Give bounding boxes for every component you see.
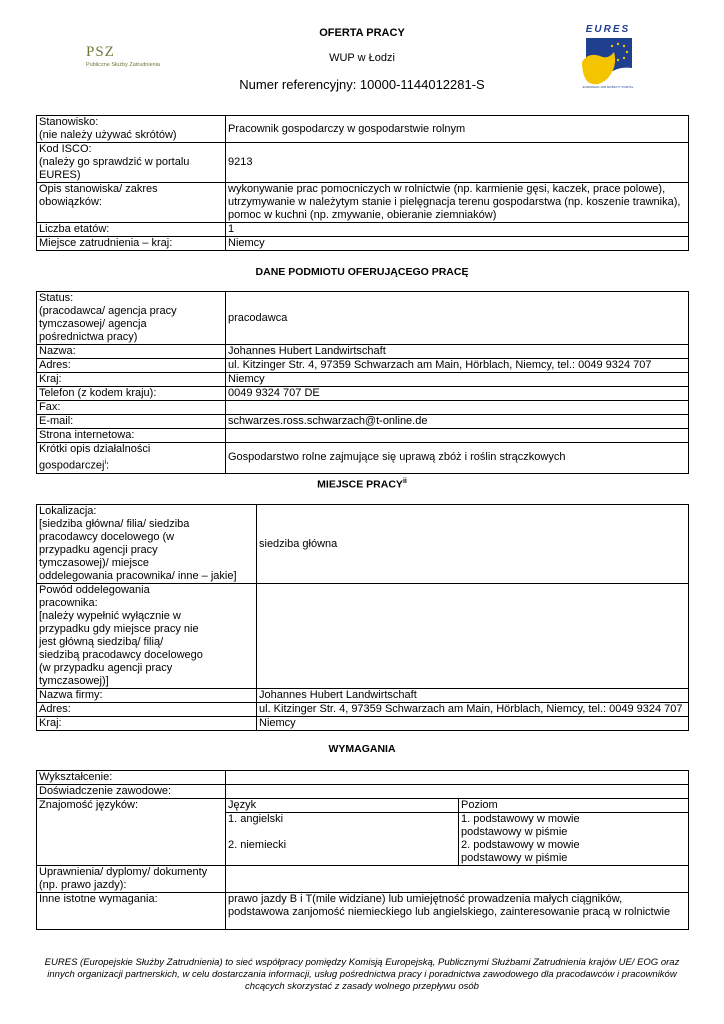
education-value [226, 771, 689, 785]
work-country-value: Niemcy [226, 237, 689, 251]
languages-header-language: Język [226, 799, 459, 813]
language-levels [459, 813, 689, 866]
delegation-reason-label: Powód oddelegowania pracownika: [należy wypełnić wyłącznie w przypadku gdy miejsce pracy nie jest główną siedzibą/ filią/ siedzibą pracodawcy docelowego (w przypadku agencji pracy tymczasowej)] [37, 584, 257, 689]
company-name-label: Nazwa firmy: [37, 689, 257, 703]
table-row [37, 401, 689, 415]
language-level-item: 1. podstawowy w mowie podstawowy w piśmie [461, 813, 580, 838]
office-name: WUP w Łodzi [329, 52, 395, 64]
psz-logo-text: PSZ [86, 44, 115, 60]
language-item: 2. niemiecki [228, 839, 287, 851]
job-title-value: Pracownik gospodarczy w gospodarstwie rolnym [226, 116, 689, 143]
isco-code-value: 9213 [226, 143, 689, 183]
job-title-label: Stanowisko: (nie należy używać skrótów) [37, 116, 226, 143]
job-description-label: Opis stanowiska/ zakres obowiązków: [37, 183, 226, 223]
workplace-address-value: ul. Kitzinger Str. 4, 97359 Schwarzach am Main, Hörblach, Niemcy, tel.: 0049 9324 707 [257, 703, 689, 717]
employer-activity-value: Gospodarstwo rolne zajmujące się uprawą zbóż i roślin strączkowych [226, 443, 689, 474]
employer-phone-label: Telefon (z kodem kraju): [37, 387, 226, 401]
positions-count-label: Liczba etatów: [37, 223, 226, 237]
licenses-value [226, 866, 689, 893]
language-level-item: 2. podstawowy w mowie podstawowy w piśmie [461, 839, 580, 864]
job-table [36, 115, 689, 251]
table-row [37, 443, 689, 474]
reference-number: Numer referencyjny: 10000-1144012281-S [239, 77, 485, 92]
table-row [37, 223, 689, 237]
table-row [37, 292, 689, 345]
education-label: Wykształcenie: [37, 771, 226, 785]
workplace-address-label: Adres: [37, 703, 257, 717]
employer-address-label: Adres: [37, 359, 226, 373]
table-row [37, 717, 689, 731]
employer-name-value: Johannes Hubert Landwirtschaft [226, 345, 689, 359]
positions-count-value: 1 [226, 223, 689, 237]
table-row [37, 237, 689, 251]
isco-code-label: Kod ISCO: (należy go sprawdzić w portalu EURES) [37, 143, 226, 183]
psz-logo-subtitle: Publiczne Służby Zatrudnienia [86, 62, 160, 68]
employer-email-value: schwarzes.ross.schwarzach@t-online.de [226, 415, 689, 429]
languages-header-level: Poziom [459, 799, 689, 813]
employer-phone-value: 0049 9324 707 DE [226, 387, 689, 401]
requirements-table [36, 770, 689, 930]
employer-fax-label: Fax: [37, 401, 226, 415]
table-row [37, 505, 689, 584]
table-row [37, 429, 689, 443]
employer-status-label: Status: (pracodawca/ agencja pracy tymczasowej/ agencja pośrednictwa pracy) [37, 292, 226, 345]
table-row [37, 183, 689, 223]
experience-label: Doświadczenie zawodowe: [37, 785, 226, 799]
table-row [37, 359, 689, 373]
employer-fax-value [226, 401, 689, 415]
table-row [37, 373, 689, 387]
languages-label: Znajomość języków: [37, 799, 226, 866]
page-title: OFERTA PRACY [319, 27, 405, 39]
table-row [37, 703, 689, 717]
experience-value [226, 785, 689, 799]
workplace-country-value: Niemcy [257, 717, 689, 731]
licenses-label: Uprawnienia/ dyplomy/ dokumenty (np. prawo jazdy): [37, 866, 226, 893]
eures-logo-text: EURES [585, 24, 631, 35]
employer-address-value: ul. Kitzinger Str. 4, 97359 Schwarzach am Main, Hörblach, Niemcy, tel.: 0049 9324 707 [226, 359, 689, 373]
table-row [37, 771, 689, 785]
languages-list [226, 813, 459, 866]
table-row [37, 866, 689, 893]
table-row [37, 387, 689, 401]
employer-country-label: Kraj: [37, 373, 226, 387]
work-country-label: Miejsce zatrudnienia – kraj: [37, 237, 226, 251]
language-item: 1. angielski [228, 813, 284, 825]
footer-note: EURES (Europejskie Służby Zatrudnienia) to sieć współpracy pomiędzy Komisją Europejską, Publicznymi Służbami Zatrudnienia krajów UE/ EOG oraz innych organizacji partnerskich, w celu dostarczania informacji, usług pośrednictwa pracy i poradnictwa zawodowego dla pracodawców i pracowników chcących skorzystać z zasady wolnego przepływu osób [44, 957, 680, 992]
table-row [37, 893, 689, 930]
delegation-reason-value [257, 584, 689, 689]
company-name-value: Johannes Hubert Landwirtschaft [257, 689, 689, 703]
employer-website-value [226, 429, 689, 443]
table-row [37, 345, 689, 359]
psz-logo [86, 44, 186, 68]
table-row [37, 116, 689, 143]
other-requirements-label: Inne istotne wymagania: [37, 893, 226, 930]
employer-website-label: Strona internetowa: [37, 429, 226, 443]
workplace-location-label: Lokalizacja: [siedziba główna/ filia/ siedziba pracodawcy docelowego (w przypadku agencji pracy tymczasowej)/ miejsce oddelegowania pracownika/ inne – jakie] [37, 505, 257, 584]
employer-status-value: pracodawca [226, 292, 689, 345]
workplace-table [36, 504, 689, 731]
other-requirements-value: prawo jazdy B i T(mile widziane) lub umiejętność prowadzenia małych ciągników, podstawowa zanjomość niemieckiego lub angielskiego, zainteresowanie pracą w rolnictwie [226, 893, 689, 930]
eures-tagline: EUROPEAN JOB MOBILITY PORTAL [582, 85, 634, 89]
table-row [37, 584, 689, 689]
table-row [37, 689, 689, 703]
employer-section-title: DANE PODMIOTU OFERUJĄCEGO PRACĘ [255, 266, 469, 278]
eures-logo [578, 22, 638, 94]
employer-table [36, 291, 689, 474]
table-row [37, 785, 689, 799]
job-description-value: wykonywanie prac pomocniczych w rolnictwie (np. karmienie gęsi, kaczek, prace polowe), utrzymywanie w należytym stanie i pielęgnacja terenu gospodarstwa (np. koszenie trawnika), pomoc w kuchni (np. zmywanie, obieranie ziemniaków) [226, 183, 689, 223]
table-row [37, 799, 689, 813]
workplace-location-value: siedziba główna [257, 505, 689, 584]
employer-name-label: Nazwa: [37, 345, 226, 359]
workplace-section-title: MIEJSCE PRACY$^{ii}$ [317, 478, 407, 491]
table-row [37, 143, 689, 183]
workplace-country-label: Kraj: [37, 717, 257, 731]
requirements-section-title: WYMAGANIA [328, 743, 396, 755]
employer-activity-label: Krótki opis działalności gospodarczej$^i$: [37, 443, 226, 474]
employer-country-value: Niemcy [226, 373, 689, 387]
table-row [37, 415, 689, 429]
employer-email-label: E-mail: [37, 415, 226, 429]
